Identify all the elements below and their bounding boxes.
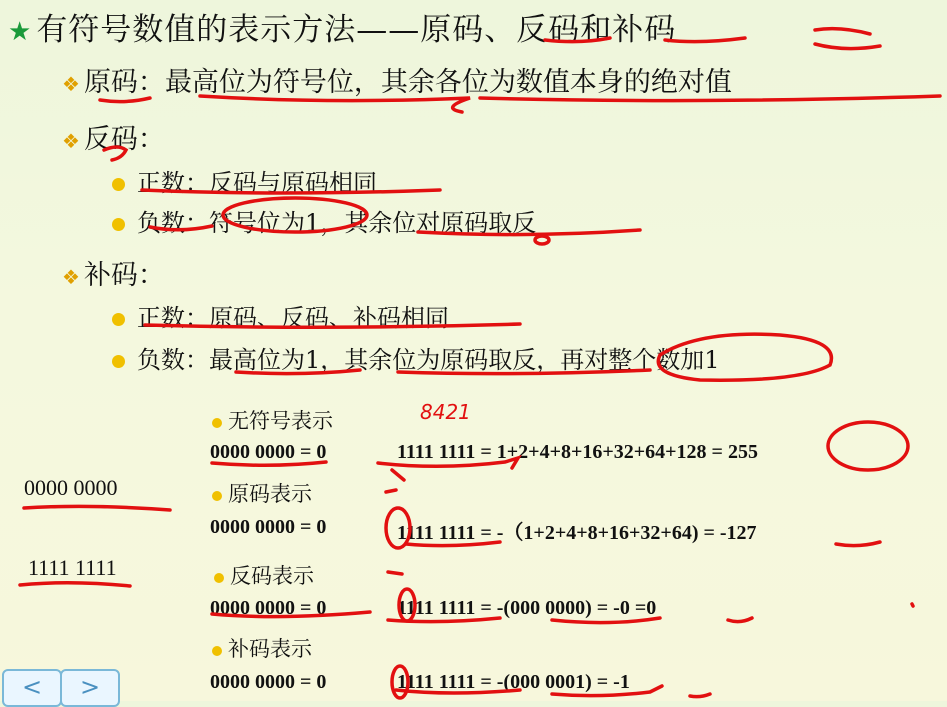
twos-negative-text: 负数：最高位为1，其余位为原码取反，再对整个数加1 — [137, 346, 720, 374]
diamond-bullet-icon: ❖ — [62, 129, 80, 153]
original-example-label-text: 原码表示 — [228, 482, 312, 506]
twos-positive-text: 正数：原码、反码、补码相同 — [137, 304, 449, 332]
handwritten-8421: 8421 — [420, 400, 471, 424]
twos-example-label-text: 补码表示 — [228, 637, 312, 661]
ones-max: 1111 1111 = -(000 0000) = -0 =0 — [397, 597, 657, 619]
ones-example-label-text: 反码表示 — [230, 564, 314, 588]
ones-zero: 0000 0000 = 0 — [210, 597, 327, 619]
twos-max: 1111 1111 = -(000 0001) = -1 — [397, 671, 630, 693]
original-code-label: 原码： — [83, 67, 165, 98]
unsigned-zero: 0000 0000 = 0 — [210, 441, 327, 463]
unsigned-label-text: 无符号表示 — [228, 409, 333, 433]
star-icon: ★ — [8, 17, 33, 47]
unsigned-max: 1111 1111 = 1+2+4+8+16+32+64+128 = 255 — [397, 441, 758, 463]
chevron-left-icon: < — [21, 673, 43, 701]
left-binary-ones: 1111 1111 — [28, 555, 117, 580]
ones-label: 反码： — [83, 124, 165, 155]
original-code-desc: 最高位为符号位，其余各位为数值本身的绝对值 — [164, 67, 732, 98]
title-text: 有符号数值的表示方法——原码、反码和补码 — [36, 12, 677, 48]
left-binary-zero: 0000 0000 — [24, 475, 118, 500]
original-zero: 0000 0000 = 0 — [210, 516, 327, 538]
twos-zero: 0000 0000 = 0 — [210, 671, 327, 693]
chevron-right-icon: > — [79, 673, 101, 701]
diamond-bullet-icon: ❖ — [62, 265, 80, 289]
ones-negative-text: 负数：符号位为1，其余位对原码取反 — [137, 209, 537, 237]
next-slide-button[interactable] — [60, 669, 120, 707]
original-max: 1111 1111 = -（1+2+4+8+16+32+64) = -127 — [397, 522, 757, 544]
twos-label: 补码： — [83, 260, 165, 291]
prev-slide-button[interactable] — [2, 669, 62, 707]
diamond-bullet-icon: ❖ — [62, 72, 80, 96]
ones-positive-text: 正数：反码与原码相同 — [137, 169, 377, 197]
